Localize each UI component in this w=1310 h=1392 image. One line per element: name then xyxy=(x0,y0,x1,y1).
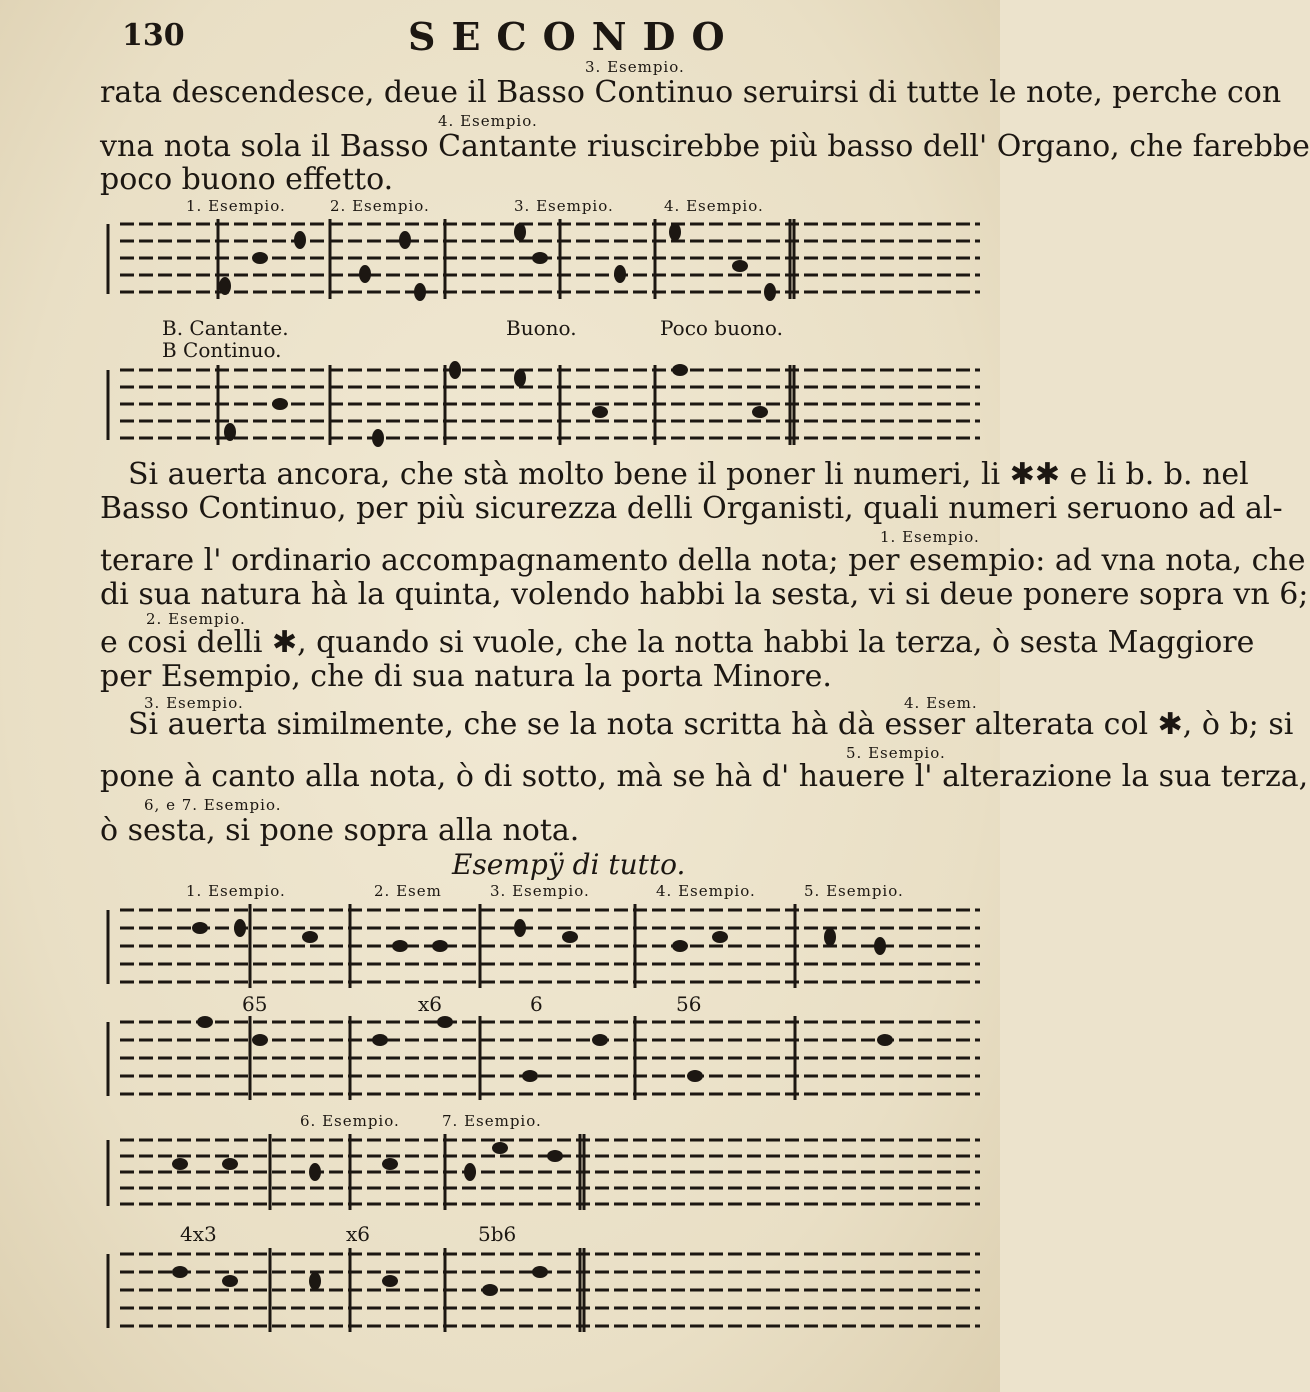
figured-bass: 4x3 xyxy=(180,1222,217,1246)
marginal-note: 4. Esem. xyxy=(904,694,978,712)
example-label: 1. Esempio. xyxy=(186,882,286,900)
example-label: 6. Esempio. xyxy=(300,1112,400,1130)
example-label: 5. Esempio. xyxy=(804,882,904,900)
music-staff xyxy=(100,1014,980,1104)
figured-bass: x6 xyxy=(418,992,443,1016)
text-line: terare l' ordinario accompagnamento della nota; per esempio: ad vna nota, che xyxy=(100,543,1306,578)
quality-label: Buono. xyxy=(506,316,577,340)
music-staff xyxy=(100,1132,980,1212)
figured-bass: 6 xyxy=(530,992,543,1016)
example-label: 4. Esempio. xyxy=(656,882,756,900)
text-line: pone à canto alla nota, ò di sotto, mà se hà d' hauere l' alterazione la sua terza, xyxy=(100,759,1309,794)
marginal-note: 1. Esempio. xyxy=(880,528,980,546)
music-staff xyxy=(100,902,980,992)
text-line: poco buono effetto. xyxy=(100,162,394,197)
quality-label: Poco buono. xyxy=(660,316,783,340)
example-label: 2. Esem xyxy=(374,882,442,900)
running-head: SECONDO xyxy=(408,14,741,59)
text-line: rata descendesce, deue il Basso Continuo seruirsi di tutte le note, perche con xyxy=(100,75,1282,110)
marginal-note: 5. Esempio. xyxy=(846,744,946,762)
example-label: 1. Esempio. xyxy=(186,197,286,215)
figured-bass: 65 xyxy=(242,992,268,1016)
example-label: 3. Esempio. xyxy=(490,882,590,900)
figured-bass: x6 xyxy=(346,1222,371,1246)
text-line: per Esempio, che di sua natura la porta Minore. xyxy=(100,659,832,694)
page-number: 130 xyxy=(122,18,185,53)
text-line: e cosi delli ✱, quando si vuole, che la notta habbi la terza, ò sesta Maggiore xyxy=(100,625,1255,660)
marginal-note: 3. Esempio. xyxy=(585,58,685,76)
section-heading: Esempÿ di tutto. xyxy=(452,848,686,881)
example-label: 3. Esempio. xyxy=(514,197,614,215)
music-staff xyxy=(100,360,980,450)
text-line: vna nota sola il Basso Cantante riuscirebbe più basso dell' Organo, che farebbe xyxy=(100,129,1310,164)
text-line: Si auerta similmente, che se la nota scritta hà dà esser alterata col ✱, ò b; si xyxy=(128,707,1294,742)
text-line: Basso Continuo, per più sicurezza delli Organisti, quali numeri seruono ad al- xyxy=(100,491,1283,526)
part-label: B. Cantante. xyxy=(162,316,289,340)
text-line: ò sesta, si pone sopra alla nota. xyxy=(100,813,580,848)
example-label: 4. Esempio. xyxy=(664,197,764,215)
marginal-note: 3. Esempio. xyxy=(144,694,244,712)
music-staff xyxy=(100,1246,980,1336)
text-line: Si auerta ancora, che stà molto bene il poner li numeri, li ✱✱ e li b. b. nel xyxy=(128,457,1249,492)
text-line: di sua natura hà la quinta, volendo habbi la sesta, vi si deue ponere sopra vn 6; xyxy=(100,577,1309,612)
example-label: 2. Esempio. xyxy=(330,197,430,215)
example-label: 7. Esempio. xyxy=(442,1112,542,1130)
marginal-note: 2. Esempio. xyxy=(146,610,246,628)
figured-bass: 56 xyxy=(676,992,702,1016)
part-label: B Continuo. xyxy=(162,338,282,362)
marginal-note: 6, e 7. Esempio. xyxy=(144,796,282,814)
marginal-note: 4. Esempio. xyxy=(438,112,538,130)
figured-bass: 5b6 xyxy=(478,1222,517,1246)
music-staff xyxy=(100,214,980,304)
